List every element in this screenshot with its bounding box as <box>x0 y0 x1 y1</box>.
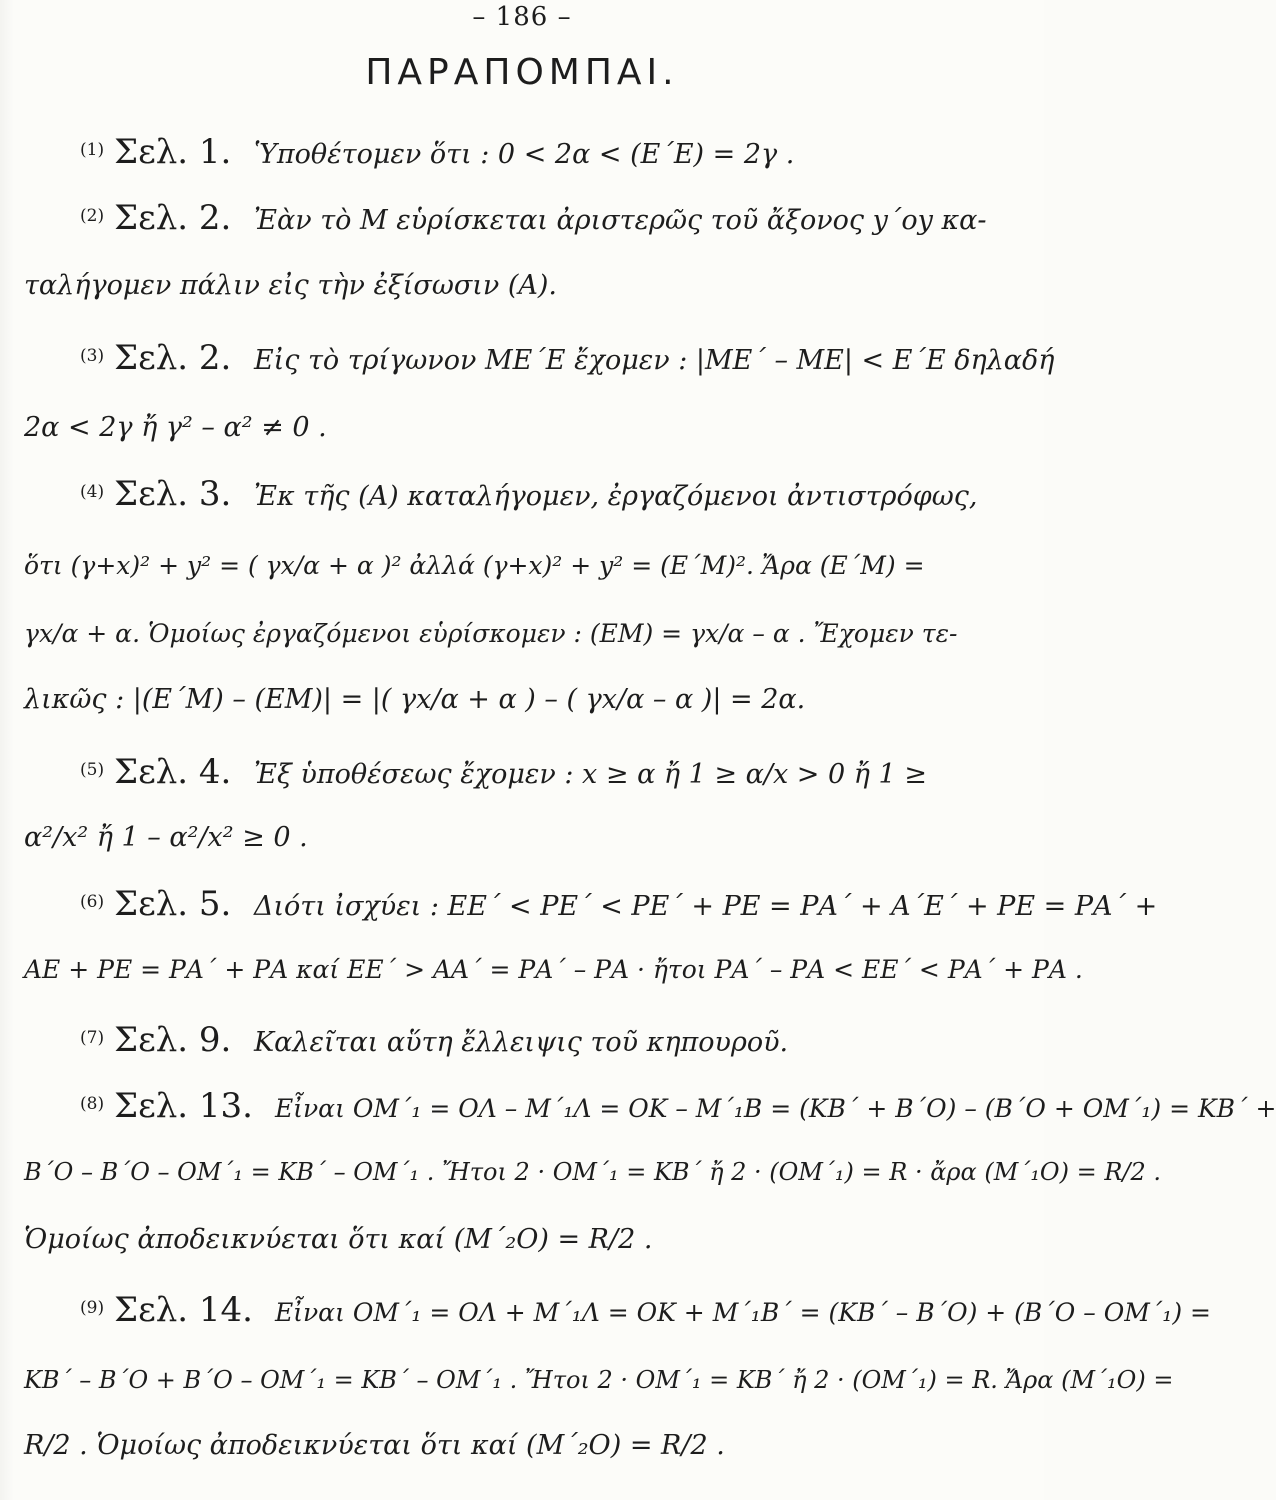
note-7-head <box>80 1020 254 1060</box>
note-8-section: Σελ. 13. <box>114 1086 253 1126</box>
note-4-section: Σελ. 3. <box>114 474 232 514</box>
note-3-line-2: 2α < 2γ ἤ γ² – α² ≠ 0 . <box>24 412 327 443</box>
note-8-line-2: Β΄Ο – Β΄Ο – ΟΜ΄₁ = ΚΒ΄ – ΟΜ΄₁ . Ἤτοι 2 · ΟΜ΄₁ = ΚΒ΄ ἤ 2 · (ΟΜ΄₁) = R · ἄρα (Μ΄₁Ο) = R/2 . <box>24 1158 1162 1186</box>
note-1-head <box>80 132 254 172</box>
note-1-section: Σελ. 1. <box>114 132 232 172</box>
note-6-line-2: ΑΕ + ΡΕ = ΡΑ΄ + ΡΑ καί ΕΕ΄ > ΑΑ΄ = ΡΑ΄ – ΡΑ · ἤτοι ΡΑ΄ – ΡΑ < ΕΕ΄ < ΡΑ΄ + ΡΑ . <box>24 955 1083 984</box>
note-9-section: Σελ. 14. <box>114 1290 253 1330</box>
note-8-line-3: Ὁμοίως ἀποδεικνύεται ὅτι καί (Μ΄₂Ο) = R/2 . <box>24 1224 653 1255</box>
note-2-head <box>80 198 254 238</box>
note-6-text: Διότι ἰσχύει : ΕΕ΄ < ΡΕ΄ < ΡΕ΄ + ΡΕ = ΡΑ΄ + Α΄Ε΄ + ΡΕ = ΡΑ΄ + <box>253 891 1158 922</box>
note-1-number: (1) <box>80 140 105 160</box>
note-6-line-1 <box>80 882 1157 922</box>
note-1-line-1 <box>80 130 794 170</box>
note-6-head <box>80 884 254 924</box>
note-2-number: (2) <box>80 206 105 226</box>
note-9-text: Εἶναι ΟΜ΄₁ = ΟΛ + Μ΄₁Λ = ΟΚ + Μ΄₁Β΄ = (ΚΒ΄ – Β΄Ο) + (Β΄Ο – ΟΜ΄₁) = <box>274 1298 1211 1327</box>
note-7-text: Καλεῖται αὕτη ἔλλειψις τοῦ κηπουροῦ. <box>253 1027 789 1058</box>
note-7-section: Σελ. 9. <box>114 1020 232 1060</box>
note-5-line-2: α²/x² ἤ 1 – α²/x² ≥ 0 . <box>24 822 308 853</box>
note-4-line-3: γx/α + α. Ὁμοίως ἐργαζόμενοι εὑρίσκομεν : (ΕΜ) = γx/α – α . Ἔχομεν τε- <box>24 619 958 648</box>
page-title: ΠΑΡΑΠΟΜΠΑΙ. <box>365 52 679 93</box>
note-6-number: (6) <box>80 892 105 912</box>
note-3-head <box>80 338 254 378</box>
note-2-text: Ἐὰν τὸ Μ εὑρίσκεται ἀριστερῶς τοῦ ἄξονος y΄oy κα- <box>253 205 987 236</box>
note-8-line-1 <box>80 1084 1276 1124</box>
note-8-head <box>80 1086 275 1126</box>
note-3-text: Εἰς τὸ τρίγωνον ΜΕ΄Ε ἔχομεν : |ΜΕ΄ – ΜΕ| < Ε΄Ε δηλαδή <box>253 345 1055 376</box>
note-3-number: (3) <box>80 346 105 366</box>
note-3-line-1 <box>80 336 1054 376</box>
note-2-section: Σελ. 2. <box>114 198 232 238</box>
note-5-line-1 <box>80 750 927 790</box>
note-9-number: (9) <box>80 1298 105 1318</box>
note-9-line-2: ΚΒ΄ – Β΄Ο + Β΄Ο – ΟΜ΄₁ = ΚΒ΄ – ΟΜ΄₁ . Ἤτοι 2 · ΟΜ΄₁ = ΚΒ΄ ἤ 2 · (ΟΜ΄₁) = R. Ἄρα (Μ΄₁Ο) = <box>24 1366 1174 1394</box>
note-5-number: (5) <box>80 760 105 780</box>
note-3-section: Σελ. 2. <box>114 338 232 378</box>
note-4-line-1 <box>80 472 977 512</box>
note-4-text: Ἐκ τῆς (Α) καταλήγομεν, ἐργαζόμενοι ἀντιστρόφως, <box>253 481 978 512</box>
note-2-line-2: ταλήγομεν πάλιν εἰς τὴν ἐξίσωσιν (Α). <box>24 270 557 301</box>
note-5-text: Ἐξ ὑποθέσεως ἔχομεν : x ≥ α ἤ 1 ≥ α/x > 0 ἤ 1 ≥ <box>253 759 927 790</box>
note-6-section: Σελ. 5. <box>114 884 232 924</box>
page-number: – 186 – <box>472 2 572 32</box>
note-4-line-2: ὅτι (γ+x)² + y² = ( γx/α + α )² ἀλλά (γ+x)² + y² = (Ε΄Μ)². Ἄρα (Ε΄Μ) = <box>24 551 925 580</box>
note-9-line-1 <box>80 1288 1211 1328</box>
note-1-text: Ὑποθέτομεν ὅτι : 0 < 2α < (Ε΄Ε) = 2γ . <box>253 139 795 170</box>
note-4-line-4: λικῶς : |(Ε΄Μ) – (ΕΜ)| = |( γx/α + α ) – ( γx/α – α )| = 2α. <box>24 684 806 715</box>
note-4-head <box>80 474 254 514</box>
note-9-line-3: R/2 . Ὁμοίως ἀποδεικνύεται ὅτι καί (Μ΄₂Ο) = R/2 . <box>24 1430 725 1461</box>
note-7-line-1 <box>80 1018 788 1058</box>
note-8-text: Εἶναι ΟΜ΄₁ = ΟΛ – Μ΄₁Λ = ΟΚ – Μ΄₁Β = (ΚΒ΄ + Β΄Ο) – (Β΄Ο + ΟΜ΄₁) = ΚΒ΄ + <box>274 1094 1276 1123</box>
note-7-number: (7) <box>80 1028 105 1048</box>
note-5-head <box>80 752 254 792</box>
note-4-number: (4) <box>80 482 105 502</box>
note-2-line-1 <box>80 196 987 236</box>
note-9-head <box>80 1290 275 1330</box>
note-5-section: Σελ. 4. <box>114 752 232 792</box>
note-8-number: (8) <box>80 1094 105 1114</box>
